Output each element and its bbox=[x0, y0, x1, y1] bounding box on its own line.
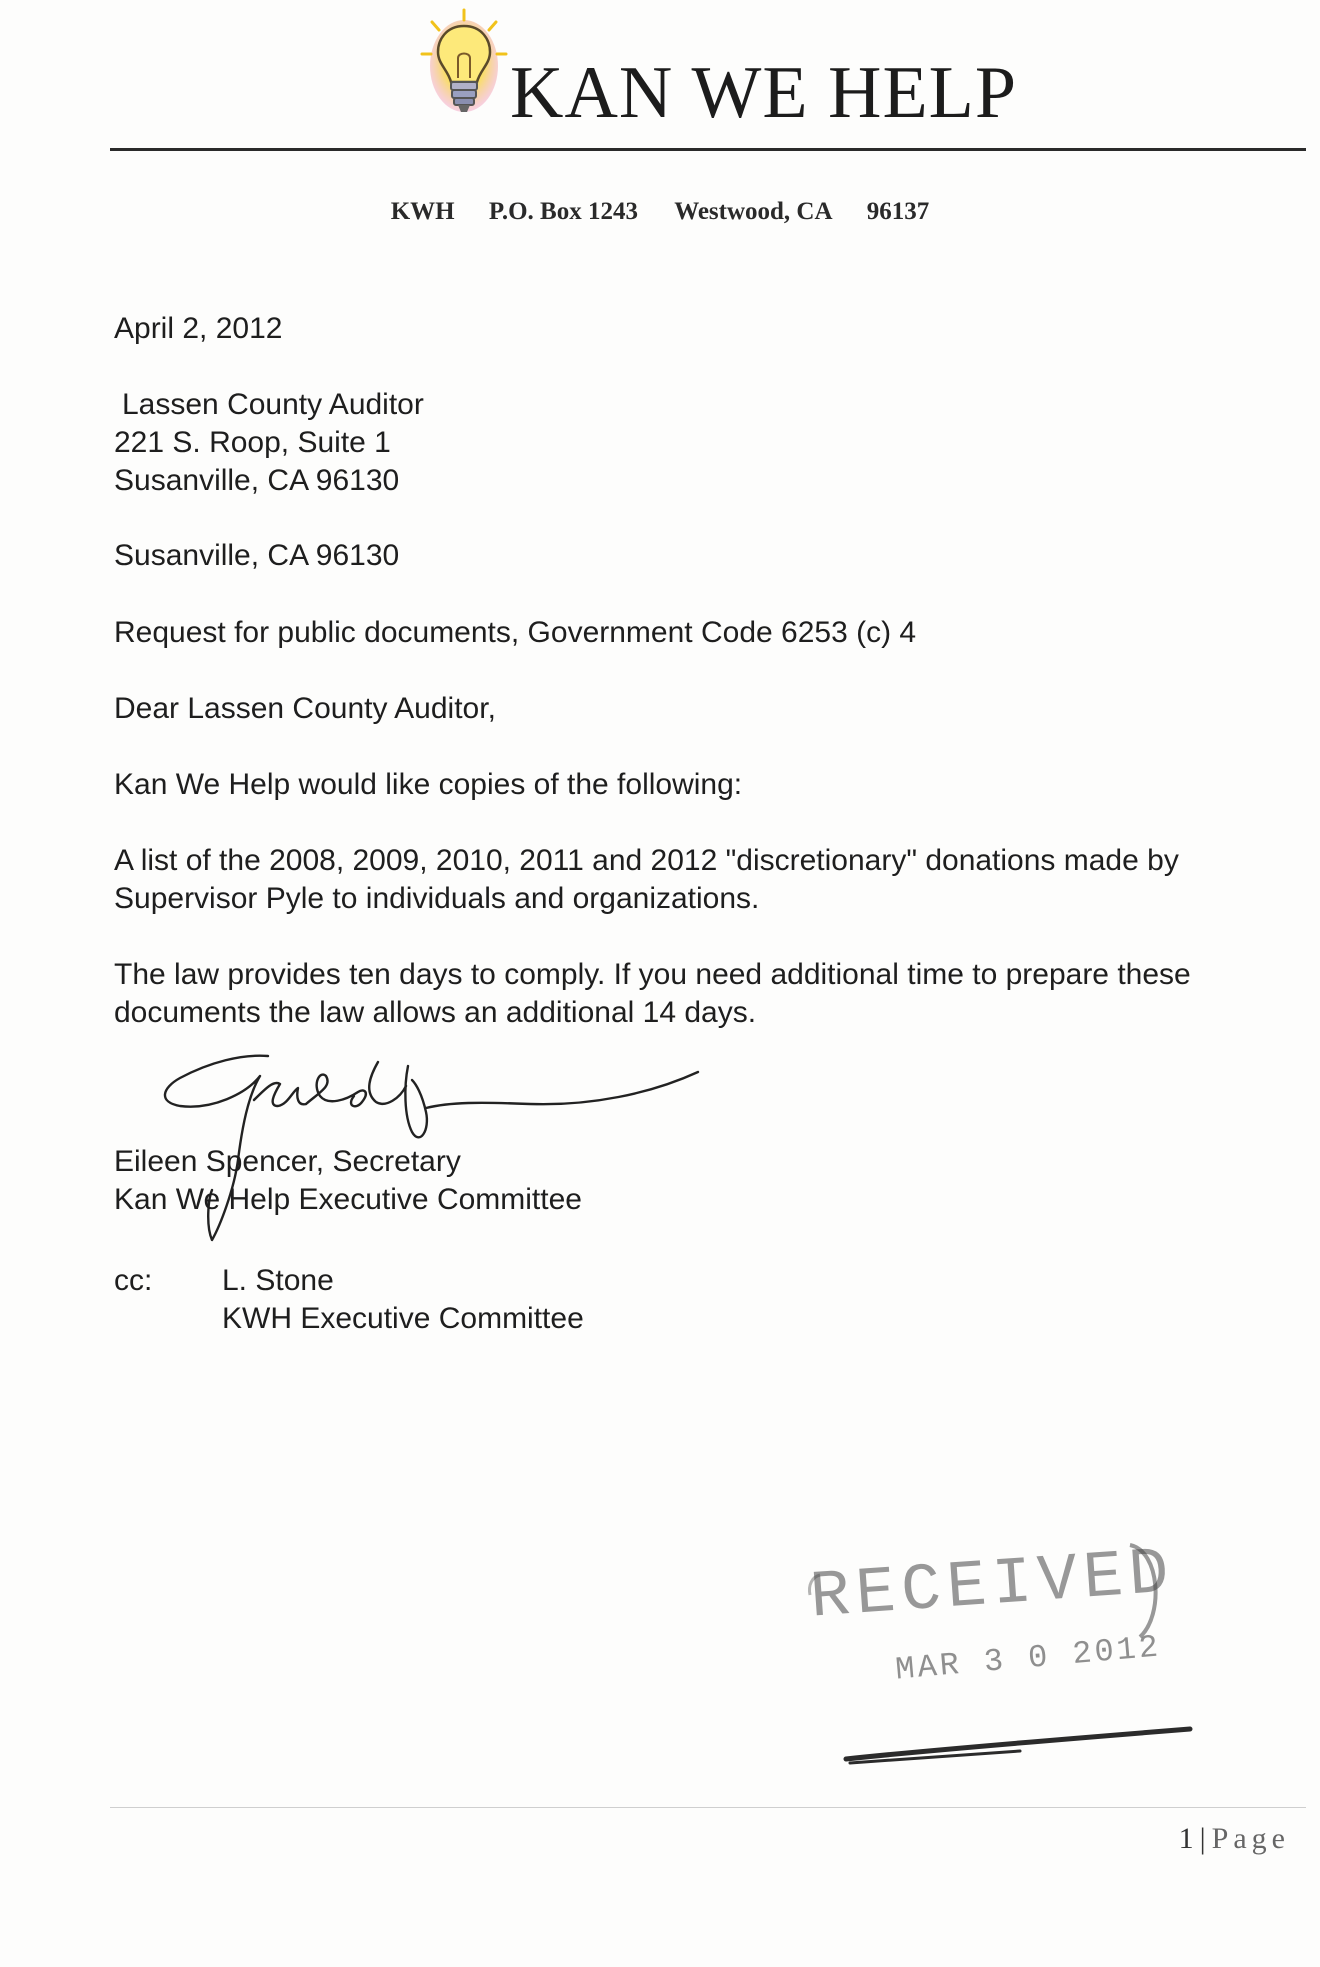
signer-block bbox=[114, 1143, 582, 1219]
address-po-box: P.O. Box 1243 bbox=[488, 198, 638, 225]
letterhead-address bbox=[0, 198, 1320, 226]
page-word: Page bbox=[1211, 1822, 1290, 1855]
lightbulb-icon bbox=[418, 8, 510, 130]
recipient-name: Lassen County Auditor bbox=[122, 388, 424, 421]
letter-date: April 2, 2012 bbox=[114, 312, 283, 345]
cc-committee: KWH Executive Committee bbox=[222, 1302, 584, 1335]
letter-subject: Request for public documents, Government Code 6253 (c) 4 bbox=[114, 616, 917, 649]
page-number-value: 1 bbox=[1178, 1822, 1194, 1855]
recipient-street: 221 S. Roop, Suite 1 bbox=[114, 426, 391, 459]
recipient-address bbox=[114, 386, 424, 500]
letter-salutation: Dear Lassen County Auditor, bbox=[114, 692, 496, 725]
request-line: Supervisor Pyle to individuals and organizations. bbox=[114, 882, 760, 915]
law-paragraph bbox=[114, 956, 1191, 1032]
signer-committee: Kan We Help Executive Committee bbox=[114, 1183, 582, 1216]
address-zip: 96137 bbox=[866, 198, 930, 225]
law-line: The law provides ten days to comply. If you need additional time to prepare these bbox=[114, 958, 1191, 991]
letter-intro: Kan We Help would like copies of the following: bbox=[114, 768, 743, 801]
page-number-separator: | bbox=[1199, 1822, 1206, 1855]
cc-recipients bbox=[222, 1262, 584, 1338]
recipient-city-repeat: Susanville, CA 96130 bbox=[114, 539, 400, 572]
request-line: A list of the 2008, 2009, 2010, 2011 and 2012 "discretionary" donations made by bbox=[114, 844, 1179, 877]
footer-divider bbox=[110, 1807, 1306, 1808]
signer-name-title: Eileen Spencer, Secretary bbox=[114, 1145, 461, 1178]
recipient-city: Susanville, CA 96130 bbox=[114, 464, 400, 497]
page-number bbox=[1179, 1822, 1290, 1856]
received-stamp: RECEIVED bbox=[807, 1535, 1178, 1636]
law-line: documents the law allows an additional 14 days. bbox=[114, 996, 757, 1029]
organization-name: KAN WE HELP bbox=[510, 52, 1018, 134]
address-abbr: KWH bbox=[390, 198, 455, 225]
header-divider bbox=[110, 148, 1306, 151]
address-city: Westwood, CA bbox=[674, 198, 833, 225]
received-stamp-date: MAR 3 0 2012 bbox=[893, 1628, 1163, 1689]
request-paragraph bbox=[114, 842, 1179, 918]
pen-stroke bbox=[840, 1725, 1200, 1765]
cc-label: cc: bbox=[114, 1264, 153, 1297]
cc-name: L. Stone bbox=[222, 1264, 334, 1297]
